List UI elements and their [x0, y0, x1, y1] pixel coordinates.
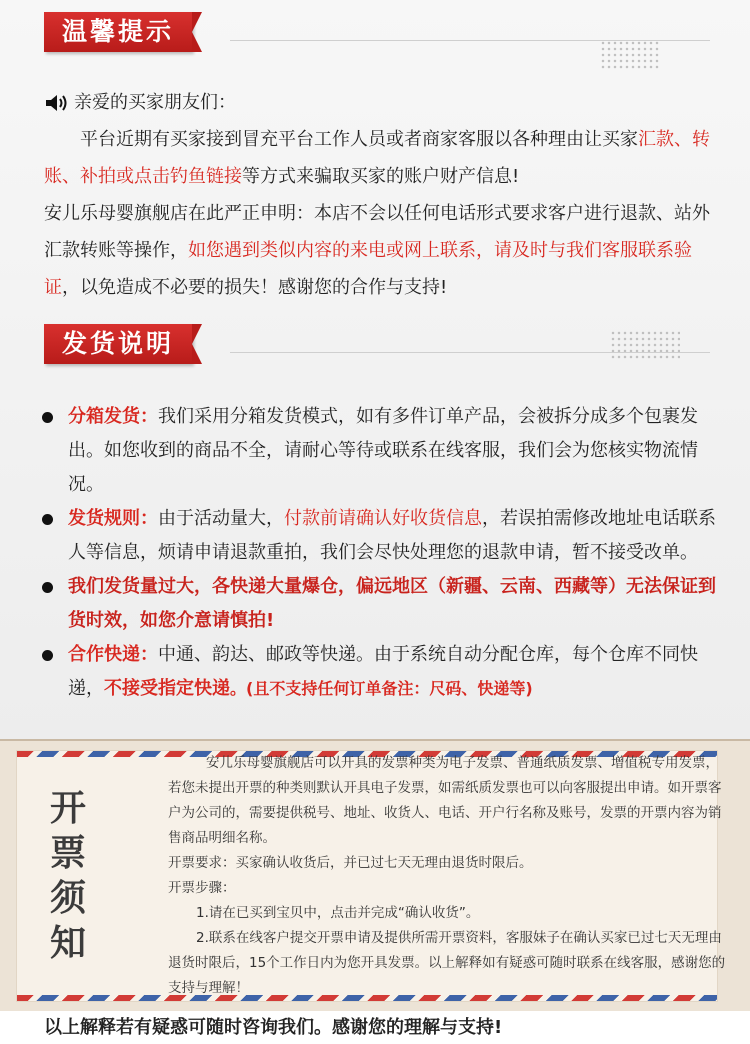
p2-text-end: ，以免造成不必要的损失！感谢您的合作与支持!	[62, 277, 448, 298]
bullet-icon	[42, 412, 53, 423]
heading-char: 票	[49, 833, 86, 874]
item-highlight: 不接受指定快递	[104, 678, 230, 699]
shipping-item	[40, 502, 730, 570]
greeting-line	[44, 84, 724, 121]
invoice-heading	[40, 786, 96, 966]
item-label: 合作快递：	[68, 644, 158, 665]
decor-dots	[600, 40, 660, 70]
speaker-icon	[44, 93, 68, 113]
notice-body	[44, 84, 724, 306]
notice-paragraph-1	[44, 121, 724, 195]
item-text: 我们采用分箱发货模式，如有多件订单产品，会被拆分成多个包裹发出。如您收到的商品不全，请耐心等待或联系在线客服，我们会为您核实物流情况。	[68, 406, 698, 495]
invoice-step: 1.请在已买到宝贝中，点击并完成“确认收货”。	[196, 905, 480, 921]
item-highlight: 付款前请确认好收货信息	[284, 508, 482, 529]
item-text: 中通、韵达、邮政等快递。由于系统自动分配仓库，每个仓库不同快递，	[68, 644, 698, 699]
shipping-item	[40, 638, 730, 706]
bullet-icon	[42, 650, 53, 661]
footer-text: 以上解释若有疑惑可随时咨询我们。感谢您的理解与支持!	[44, 1017, 503, 1038]
heading-char: 开	[49, 788, 86, 829]
invoice-paragraph: 安儿乐母婴旗舰店可以开具的发票种类为电子发票、普通纸质发票、增值税专用发票，若您未提出开票的种类则默认开具电子发票，如需纸质发票也可以向客服提出申请。如开票客户为公司的，需要提供税号、地址、收货人、电话、开户行名称及账号，发票的开票内容为销售商品明细名称。	[168, 755, 722, 846]
invoice-text	[168, 751, 728, 1001]
item-highlight: 我们发货量过大，各快递大量爆仓，偏远地区	[68, 576, 428, 597]
shipping-item	[40, 570, 730, 638]
item-text-end: ，若误拍需修改地址电话联系人等信息，烦请申请退款重拍，我们会尽快处理您的退款申请，暂不接受改单。	[68, 508, 716, 563]
p2-text: 安儿乐母婴旗舰店在此严正申明：本店不会以任何电话形式要求客户进行退款、站外汇款转账等操作，	[44, 203, 710, 261]
item-note: 。(且不支持任何订单备注：尺码、快递等)	[230, 679, 533, 698]
p1-highlight: 汇款、转账、补拍或点击钓鱼链接	[44, 129, 710, 187]
invoice-steps-title: 开票步骤：	[168, 880, 236, 896]
invoice-section	[0, 741, 750, 1011]
p1-text: 平台近期有买家接到冒充平台工作人员或者商家客服以各种理由让买家	[80, 129, 638, 150]
shipping-title: 发货说明	[44, 324, 192, 364]
p2-highlight: 如您遇到类似内容的来电或网上联系，请及时与我们客服联系验证	[44, 240, 692, 298]
p1-text-end: 等方式来骗取买家的账户财产信息!	[242, 166, 520, 187]
bullet-icon	[42, 582, 53, 593]
greeting-text: 亲爱的买家朋友们：	[74, 92, 236, 113]
invoice-requirement: 开票要求：买家确认收货后，并已过七天无理由退货时限后。	[168, 855, 533, 871]
item-label: 发货规则：	[68, 508, 158, 529]
invoice-step: 2.联系在线客户提交开票申请及提供所需开票资料，客服妹子在确认买家已过七天无理由退货时限后，15个工作日内为您开具发票。以上解释如有疑惑可随时联系在线客服，感谢您的支持与理解！	[168, 930, 726, 996]
divider	[230, 40, 710, 41]
item-highlight-end: 无法保证到货时效，如您介意请慎拍!	[68, 576, 716, 631]
item-text: 由于活动量大，	[158, 508, 284, 529]
bullet-icon	[42, 514, 53, 525]
decor-dots	[610, 330, 680, 360]
notice-paragraph-2	[44, 195, 724, 306]
heading-char: 须	[49, 878, 86, 919]
notice-title: 温馨提示	[44, 12, 192, 52]
shipping-list	[40, 400, 730, 706]
item-highlight-regions: （新疆、云南、西藏等）	[428, 576, 626, 597]
item-label: 分箱发货：	[68, 406, 158, 427]
shipping-item	[40, 400, 730, 502]
divider	[230, 352, 710, 353]
heading-char: 知	[49, 923, 86, 964]
